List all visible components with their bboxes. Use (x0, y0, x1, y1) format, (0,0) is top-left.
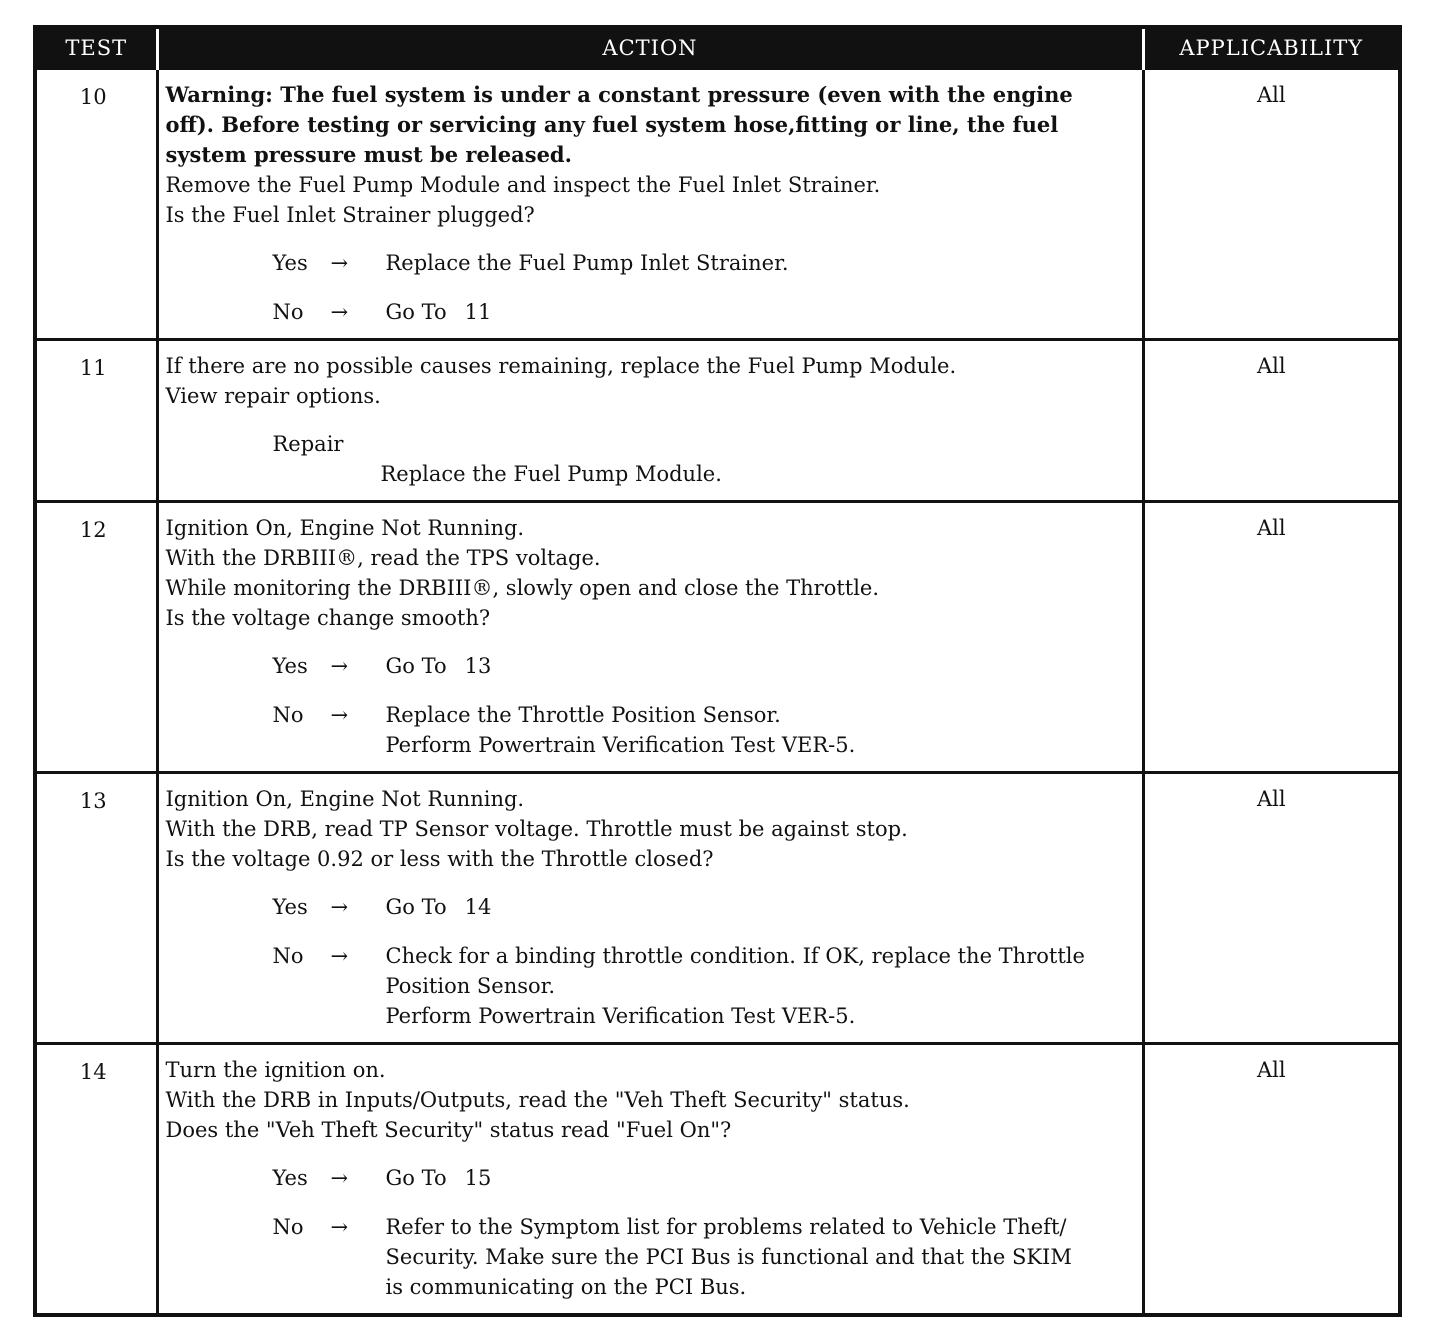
goto-label: Go To (385, 300, 447, 324)
arrow-icon: → (330, 895, 349, 919)
table-row (35, 340, 1400, 502)
test-number: 11 (35, 340, 157, 502)
table-header-row (35, 27, 1400, 69)
arrow-icon: → (330, 251, 349, 275)
goto-label: Go To (385, 654, 447, 678)
instruction-line: While monitoring the DRBIII®, slowly open and close the Throttle. (165, 576, 880, 600)
question-line: Is the voltage change smooth? (165, 606, 491, 630)
yes-branch: Yes → Replace the Fuel Pump Inlet Strainer. (166, 248, 1136, 278)
goto-test-number: 11 (464, 300, 492, 324)
header-test: TEST (35, 27, 157, 69)
instruction-line: Ignition On, Engine Not Running. (165, 787, 525, 811)
instruction-line: Remove the Fuel Pump Module and inspect the Fuel Inlet Strainer. (165, 173, 881, 197)
action-cell (157, 773, 1143, 1044)
test-number: 10 (35, 69, 157, 340)
arrow-icon: → (330, 1166, 349, 1190)
applicability-value: All (1143, 69, 1400, 340)
applicability-value: All (1143, 502, 1400, 773)
header-action: ACTION (157, 27, 1143, 69)
test-number: 12 (35, 502, 157, 773)
instruction-line: Ignition On, Engine Not Running. (165, 516, 525, 540)
repair-text: Replace the Fuel Pump Module. (380, 462, 722, 486)
goto-label: Go To (385, 1166, 447, 1190)
arrow-icon: → (330, 300, 349, 324)
goto-label: Go To (385, 895, 447, 919)
yes-branch: Yes → Go To 13 (166, 651, 1136, 681)
repair-label: Repair (272, 432, 344, 456)
goto-test-number: 13 (464, 654, 492, 678)
action-cell (157, 340, 1143, 502)
question-line: Does the "Veh Theft Security" status read "Fuel On"? (165, 1118, 732, 1142)
instruction-line: With the DRBIII®, read the TPS voltage. (165, 546, 601, 570)
action-cell (157, 502, 1143, 773)
test-number: 13 (35, 773, 157, 1044)
no-branch: No → Refer to the Symptom list for problems related to Vehicle Theft/ Security. Make sure the PCI Bus is functional and that the SKIM is communicating on the PCI Bus. (166, 1212, 1136, 1302)
arrow-icon: → (330, 944, 349, 968)
branch-options (166, 892, 1136, 1031)
instruction-line: With the DRB, read TP Sensor voltage. Throttle must be against stop. (165, 817, 908, 841)
test-number: 14 (35, 1044, 157, 1315)
table-row (35, 502, 1400, 773)
warning-text: Warning: The fuel system is under a constant pressure (even with the engine off). Before testing or servicing any fuel system hose,fitting or line, the fuel system pressure must be released. (165, 82, 1073, 167)
yes-branch: Yes → Go To 15 (166, 1163, 1136, 1193)
yes-branch: Yes → Go To 14 (166, 892, 1136, 922)
instruction-line: Turn the ignition on. (165, 1058, 386, 1082)
action-cell (157, 1044, 1143, 1315)
no-branch: No → Replace the Throttle Position Sensor. Perform Powertrain Verification Test VER-5. (166, 700, 1136, 760)
table-row (35, 1044, 1400, 1315)
instruction-line: With the DRB in Inputs/Outputs, read the "Veh Theft Security" status. (165, 1088, 910, 1112)
arrow-icon: → (330, 654, 349, 678)
table-row (35, 69, 1400, 340)
table-row (35, 773, 1400, 1044)
applicability-value: All (1143, 773, 1400, 1044)
repair-options (166, 429, 1136, 489)
branch-options (166, 1163, 1136, 1302)
applicability-value: All (1143, 1044, 1400, 1315)
goto-test-number: 15 (464, 1166, 492, 1190)
goto-test-number: 14 (464, 895, 492, 919)
question-line: Is the Fuel Inlet Strainer plugged? (165, 203, 535, 227)
arrow-icon: → (330, 1215, 349, 1239)
action-cell (157, 69, 1143, 340)
instruction-line: View repair options. (165, 384, 381, 408)
branch-options (166, 248, 1136, 327)
header-applicability: APPLICABILITY (1143, 27, 1400, 69)
applicability-value: All (1143, 340, 1400, 502)
no-branch: No → Check for a binding throttle condition. If OK, replace the Throttle Position Sensor. Perform Powertrain Verification Test VER-5. (166, 941, 1136, 1031)
diagnostic-test-table (33, 25, 1402, 1317)
arrow-icon: → (330, 703, 349, 727)
branch-options (166, 651, 1136, 760)
no-branch: No → Go To 11 (166, 297, 1136, 327)
question-line: Is the voltage 0.92 or less with the Throttle closed? (165, 847, 714, 871)
instruction-line: If there are no possible causes remaining, replace the Fuel Pump Module. (165, 354, 957, 378)
